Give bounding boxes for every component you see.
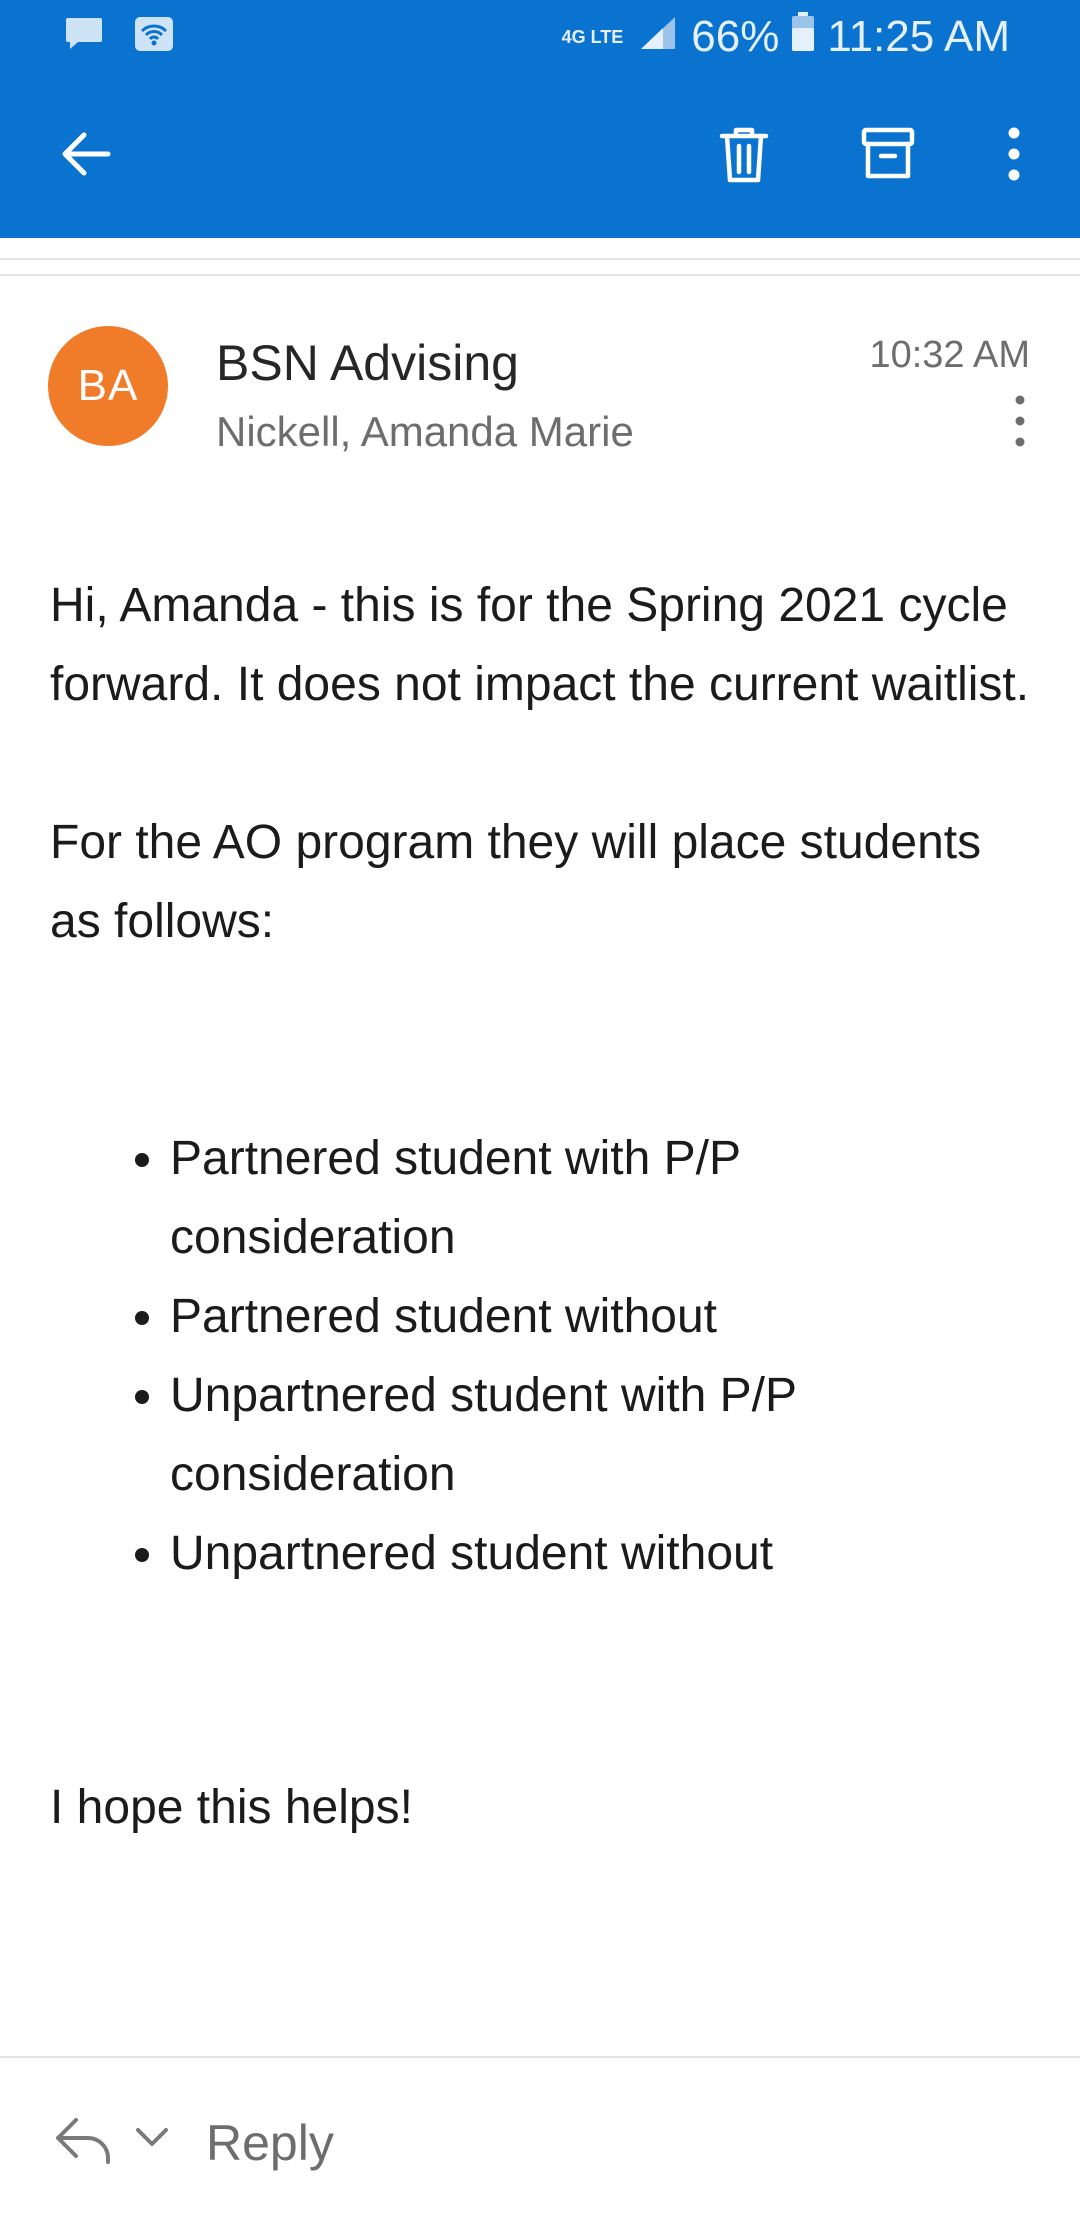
message-body [50,566,1030,1847]
more-vert-icon[interactable] [982,122,1046,186]
trash-icon[interactable] [712,122,776,186]
recipient-name[interactable]: Nickell, Amanda Marie [216,408,634,455]
status-bar [0,0,1080,72]
sender-name[interactable]: BSN Advising [216,335,519,391]
list-item: • Unpartnered student without [170,1514,1030,1593]
network-type: 4G LTE [561,27,624,47]
placement-list [50,1119,1030,1593]
back-arrow-icon[interactable] [54,122,118,186]
clock: 11:25 AM [827,12,1010,61]
message-more-icon[interactable] [1000,394,1040,450]
divider [0,238,1080,278]
signal-icon [639,12,679,62]
list-item: • Unpartnered student with P/P consideration [170,1356,1030,1514]
list-item: • Partnered student with P/P consideration [170,1119,1030,1277]
chevron-down-icon[interactable] [134,2124,170,2152]
message-time: 10:32 AM [869,334,1030,376]
body-paragraph: Hi, Amanda - this is for the Spring 2021 cycle forward. It does not impact the current waitlist. [50,579,1030,711]
message-icon [64,16,104,57]
avatar[interactable]: BA [48,326,168,446]
reply-button[interactable]: Reply [206,2115,334,2171]
app-bar [0,72,1080,238]
body-paragraph: For the AO program they will place students as follows: [50,816,982,948]
archive-icon[interactable] [856,122,920,186]
battery-percent: 66% [691,12,780,61]
reply-icon[interactable] [52,2114,116,2168]
list-item: • Partnered student without [170,1277,1030,1356]
wifi-icon [134,16,174,57]
closing-line: I hope this helps! [50,1781,413,1834]
battery-icon [791,12,815,63]
reply-bar [0,2056,1080,2220]
